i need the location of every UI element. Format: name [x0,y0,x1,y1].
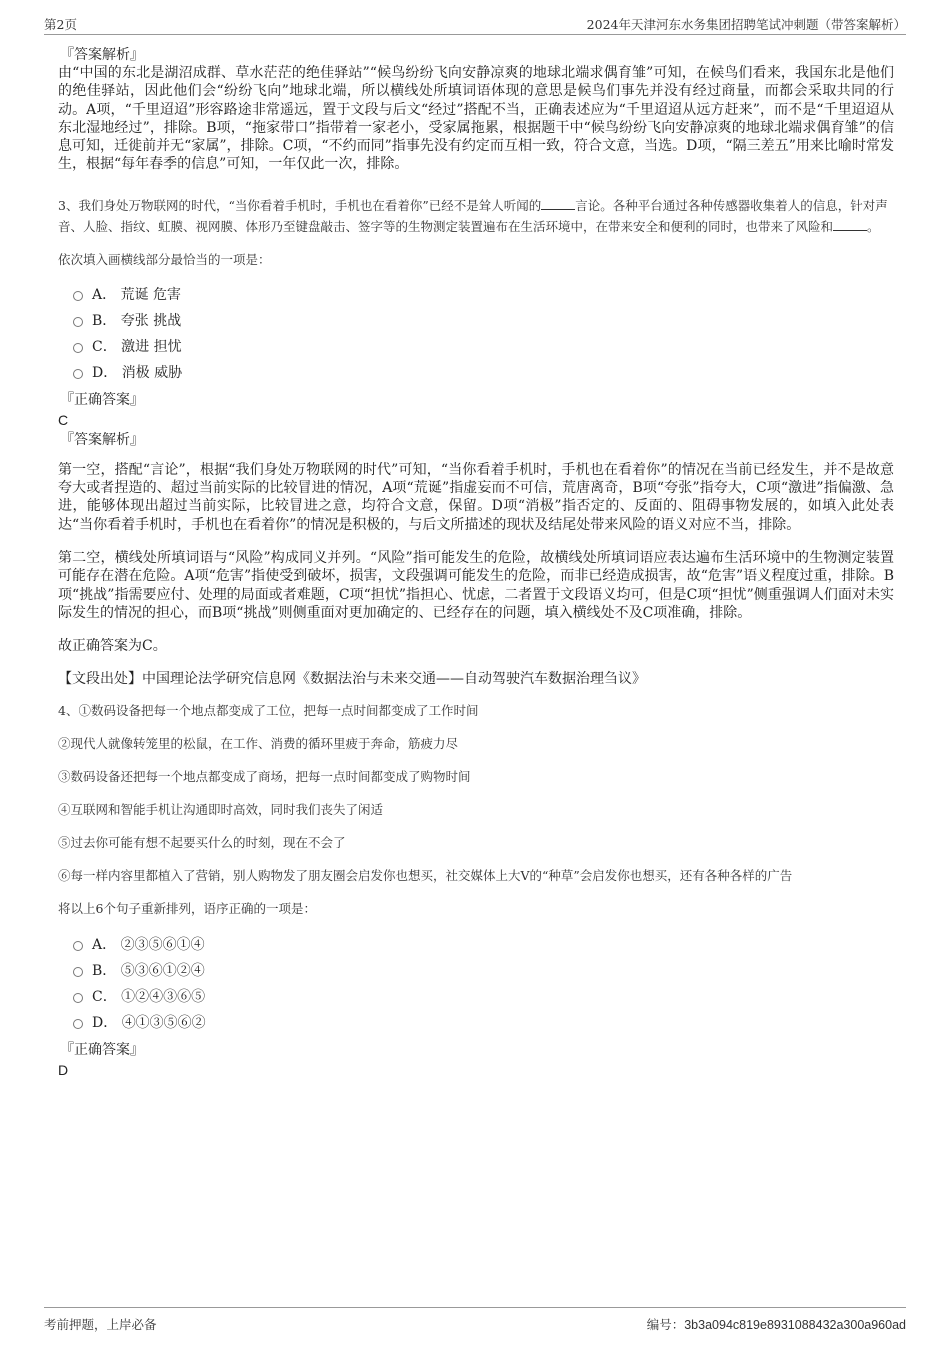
q4-sentence-5: ⑤过去你可能有想不起要买什么的时刻，现在不会了 [58,834,346,850]
option-letter: A． [92,286,117,303]
option-text: ①②④③⑥⑤ [121,988,206,1005]
page-footer [44,1307,906,1332]
q4-stem: 4、①数码设备把每一个地点都变成了工位，把每一点时间都变成了工作时间 [58,702,479,718]
q3-answer: C [58,411,69,428]
q4-options [34,935,894,1039]
q4-option-a[interactable] [34,935,894,961]
q3-option-c[interactable] [34,337,894,363]
option-text: 消极 威胁 [121,364,183,381]
radio-icon[interactable] [73,993,83,1003]
page-header [44,14,906,35]
q3-analysis-p3: 故正确答案为C。 [58,638,167,655]
q3-blank-1 [541,197,575,210]
q3-stem-part2: 言论。各种平台通过各种传感器收集着人的信息，针对声音、人脸、指纹、虹膜、视网膜、体形乃至键盘敲击、签字等的生物测定装置遍布在生活环境中，在带来安全和便利的同时，也带来了风险和 [58,197,888,234]
option-text: 激进 担忧 [121,338,182,355]
q2-analysis-text: 由“中国的东北是湖沼成群、草水茫茫的绝佳驿站”“候鸟纷纷飞向安静凉爽的地球北端求偶育雏”可知，在候鸟们看来，我国东北是他们的绝佳驿站，因此他们会“纷纷飞向”地球北端，所以横线处所填词语体现的意思是候鸟们事先并没有经过商量，而都会采取共同的行动。A项，“千里迢迢”形容路途非常遥远，置于文段与后文“经过”搭配不当，正确表述应为“千里迢迢从远方赶来”，而不是“千里迢迢从东北湿地经过”，排除。B项，“拖家带口”指带着一家老小，受家属拖累，根据题干中“候鸟纷纷飞向安静凉爽的地球北端求偶育雏”的信息可知，迁徙前并无“家属”，排除。C项，“不约而同”指事先没有约定而互相一致，符合文意，当选。D项，“隔三差五”用来比喻时常发生，根据“每年春季的信息”可知，一年仅此一次，排除。 [58,65,894,173]
q2-analysis-label: 『答案解析』 [60,47,144,63]
option-text: ②③⑤⑥①④ [120,936,205,953]
q3-source: 【文段出处】中国理论法学研究信息网《数据法治与未来交通——自动驾驶汽车数据治理刍议》 [58,671,646,688]
radio-icon[interactable] [73,967,83,977]
option-text: 荒诞 危害 [120,286,182,303]
q4-prompt: 将以上6个句子重新排列，语序正确的一项是： [58,900,316,916]
q3-blank-2 [833,218,867,231]
q4-answer-label: 『正确答案』 [60,1041,144,1058]
document-title: 2024年天津河东水务集团招聘笔试冲刺题（带答案解析） [586,17,906,32]
serial-number [647,1315,906,1333]
q4-answer: D [58,1061,69,1078]
q3-options [34,285,894,389]
q3-analysis-p1: 第一空，搭配“言论”，根据“我们身处万物联网的时代”可知，“当你看着手机时，手机也在看着你”的情况在当前已经发生，并不是故意夸大或者捏造的、超过当前实际的比较冒进的情况，A项“荒诞”指虚妄而不可信，荒唐离奇，B项“夸张”指夸大，C项“激进”指偏激、急进，能够体现出超过当前实际，比较冒进之意，均符合文意，保留。D项“消极”指否定的、反面的、阻碍事物发展的，如填入此处表达“当你看着手机时，手机也在看着你”的情况是积极的，与后文所描述的现状及结尾处带来风险的语义对应不当，排除。 [58,461,894,533]
radio-icon[interactable] [73,317,83,327]
q4-sentence-6: ⑥每一样内容里都植入了营销，别人购物发了朋友圈会启发你也想买，社交媒体上大V的“种草”会启发你也想买，还有各种各样的广告 [58,867,793,883]
q4-sentence-3: ③数码设备还把每一个地点都变成了商场，把每一点时间都变成了购物时间 [58,768,471,784]
q4-option-b[interactable] [34,961,894,987]
q4-option-d[interactable] [34,1013,894,1039]
footer-slogan: 考前押题，上岸必备 [44,1317,157,1332]
page-content [58,46,894,1079]
radio-icon[interactable] [73,291,83,301]
radio-icon[interactable] [73,1019,83,1029]
q3-option-a[interactable] [34,285,894,311]
q3-option-d[interactable] [34,363,894,389]
option-letter: D． [92,1014,118,1031]
radio-icon[interactable] [73,369,83,379]
q4-sentence-2: ②现代人就像转笼里的松鼠，在工作、消费的循环里疲于奔命，筋疲力尽 [58,735,459,751]
option-letter: C． [92,988,117,1005]
option-letter: B． [92,312,117,329]
q4-option-c[interactable] [34,987,894,1013]
option-letter: C． [92,338,117,355]
q3-stem-part1: 3、我们身处万物联网的时代，“当你看着手机时，手机也在看着你”已经不是耸人听闻的 [58,197,542,213]
page-number: 第2页 [44,17,77,32]
option-text: 夸张 挑战 [120,312,182,329]
q3-option-b[interactable] [34,311,894,337]
q3-analysis-label: 『答案解析』 [60,431,144,448]
radio-icon[interactable] [73,941,83,951]
option-text: ④①③⑤⑥② [121,1014,206,1031]
q4-sentence-4: ④互联网和智能手机让沟通即时高效，同时我们丧失了闲适 [58,801,384,817]
radio-icon[interactable] [73,343,83,353]
option-letter: D． [92,364,118,381]
option-text: ⑤③⑥①②④ [120,962,205,979]
q3-analysis-p2: 第二空，横线处所填词语与“风险”构成同义并列。“风险”指可能发生的危险，故横线处所填词语应表达遍布生活环境中的生物测定装置可能存在潜在危险。A项“危害”指使受到破坏，损害，文段强调可能发生的危险，而非已经造成损害，故“危害”语义程度过重，排除。B项“挑战”指需要应付、处理的局面或者难题，C项“担忧”指担心、忧虑，二者置于文段语义均可，但是C项“担忧”侧重强调人们面对未实际发生的情况的担心，而B项“挑战”则侧重面对更加确定的、已经存在的问题，填入横线处不及C项准确，排除。 [58,549,894,621]
q3-stem [58,195,894,237]
q3-prompt: 依次填入画横线部分最恰当的一项是： [58,251,271,267]
serial-value: 3b3a094c819e8931088432a300a960ad [684,1318,906,1332]
q3-answer-label: 『正确答案』 [60,391,144,408]
serial-label: 编号： [646,1318,685,1332]
option-letter: A． [92,936,117,953]
option-letter: B． [92,962,117,979]
q3-stem-part3: 。 [867,218,880,234]
